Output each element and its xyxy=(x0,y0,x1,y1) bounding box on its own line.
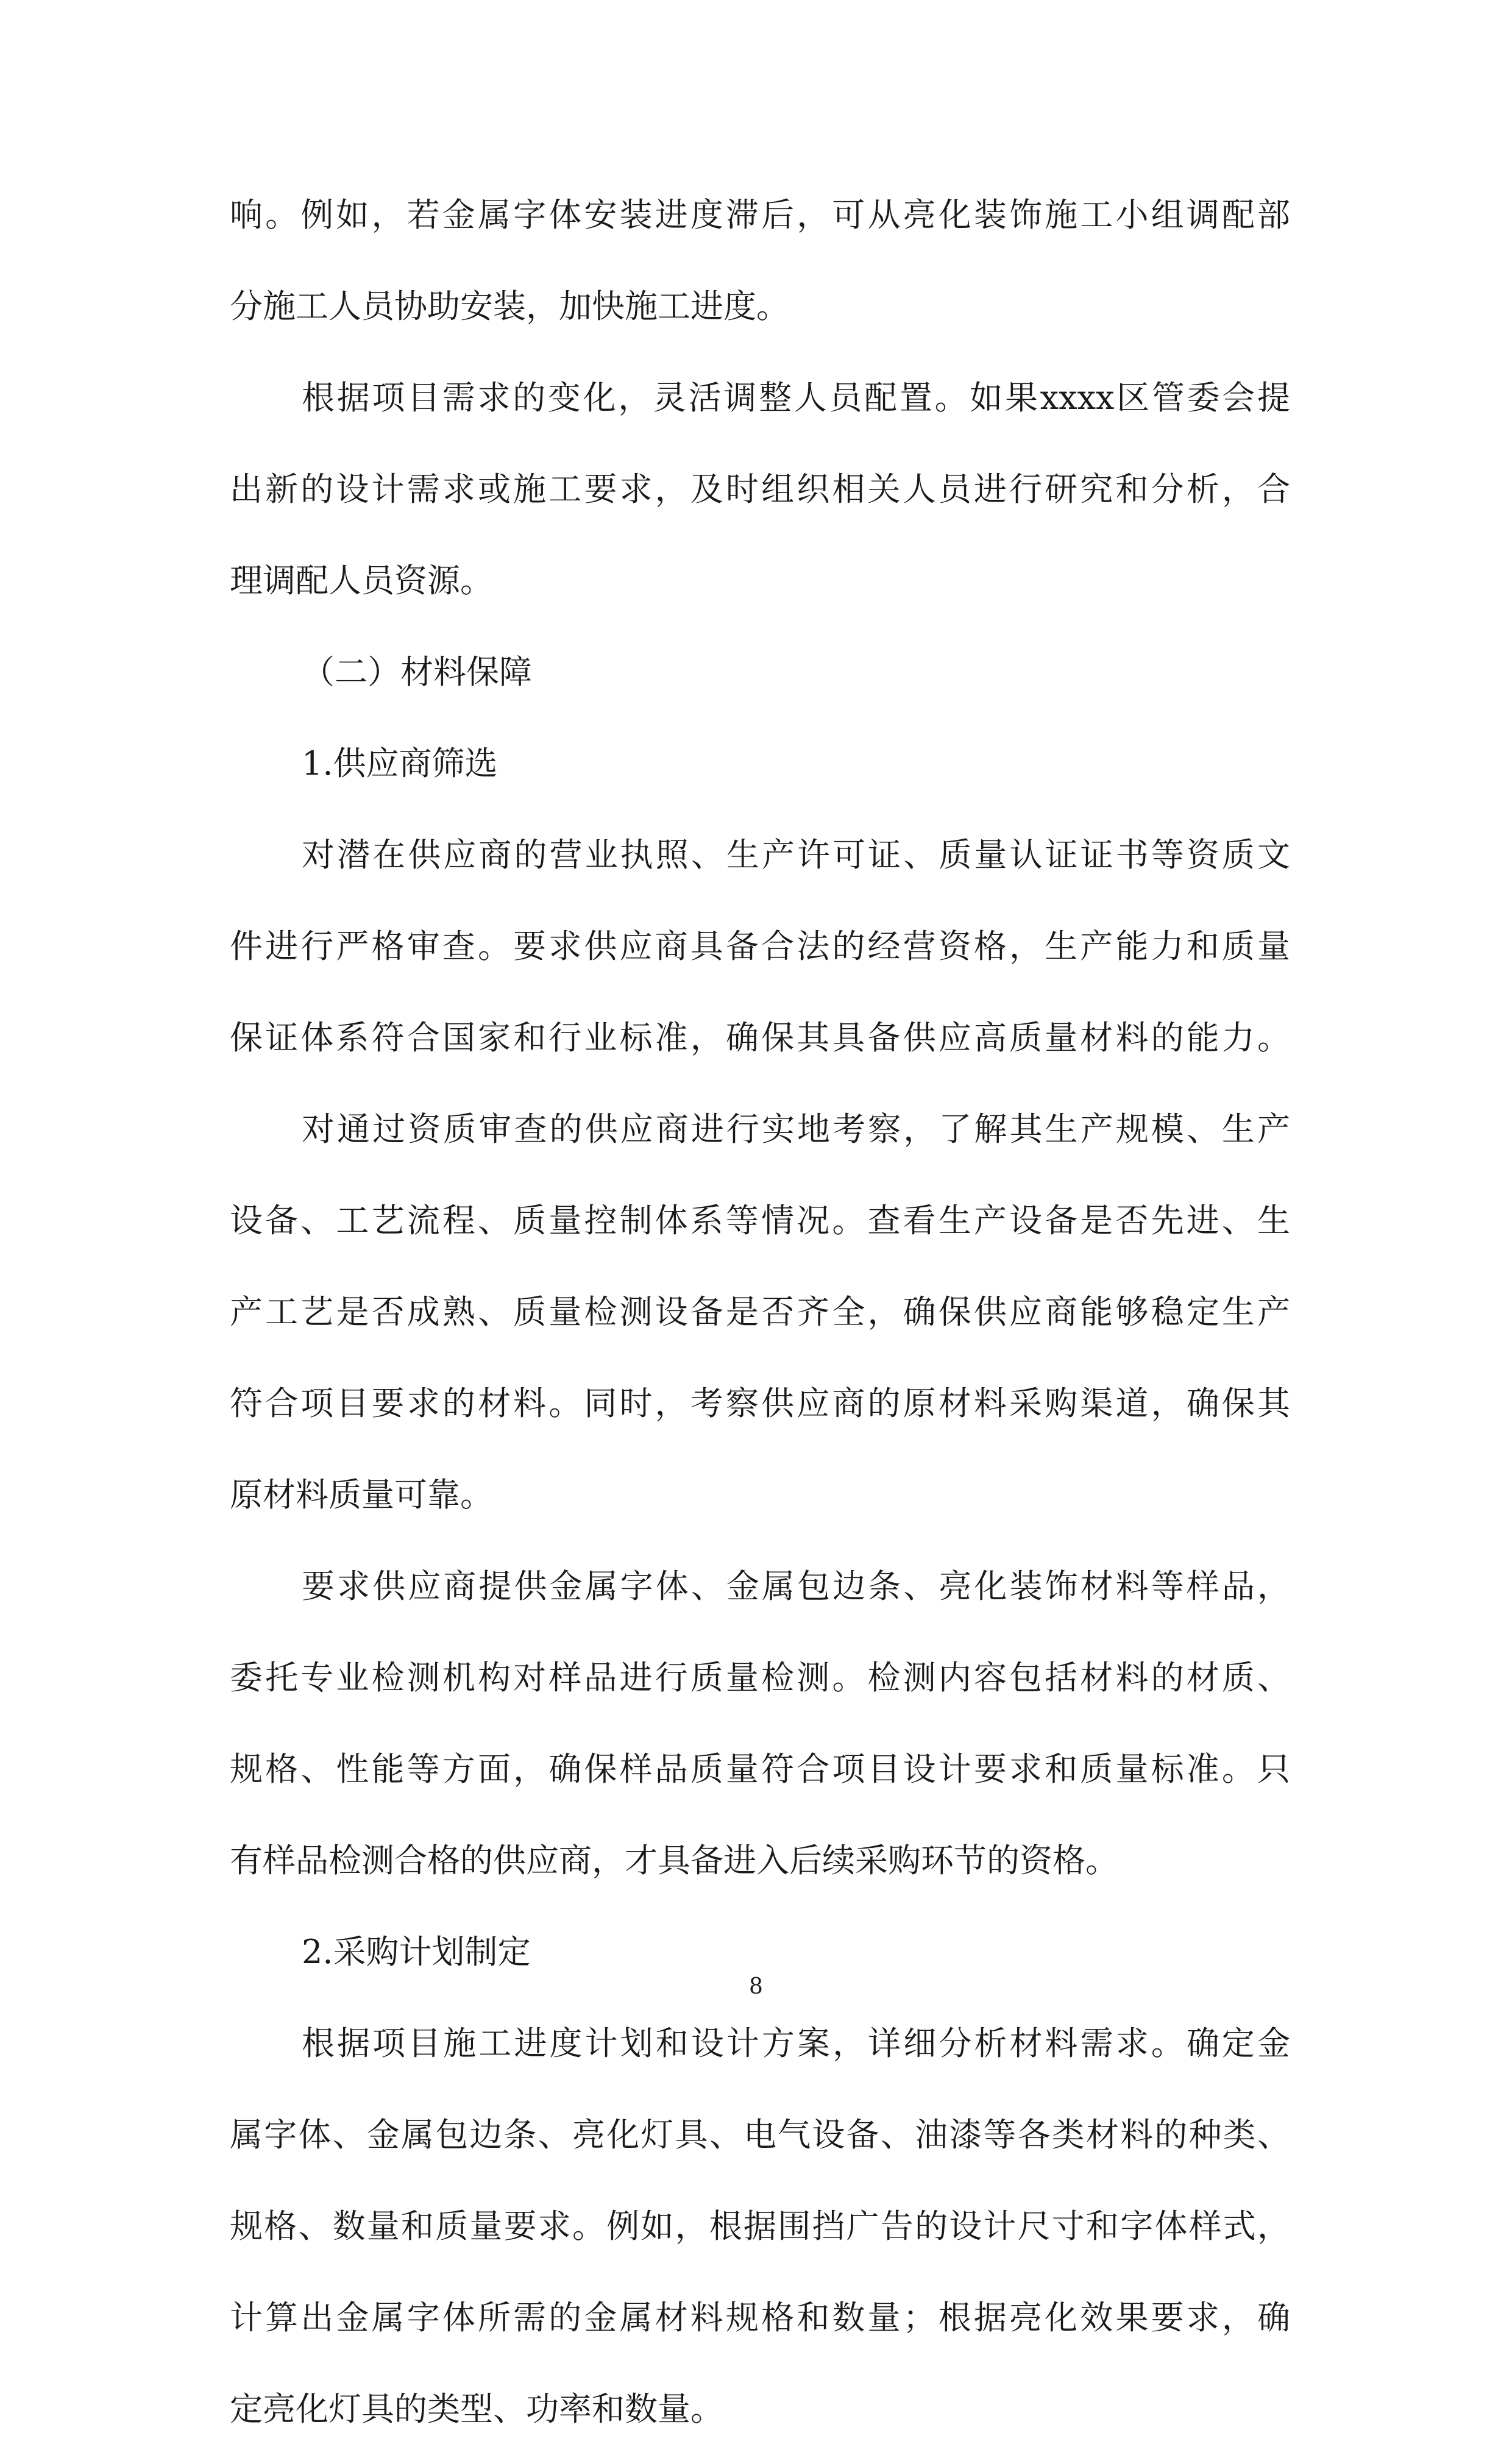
paragraph-line: 有样品检测合格的供应商，才具备进入后续采购环节的资格。 xyxy=(230,1841,1118,1880)
paragraph-line: 符合项目要求的材料。同时，考察供应商的原材料采购渠道，确保其 xyxy=(230,1384,1290,1423)
paragraph-line: 件进行严格审查。要求供应商具备合法的经营资格，生产能力和质量 xyxy=(230,927,1290,965)
subsection-heading: 1.供应商筛选 xyxy=(302,744,498,783)
paragraph-line: 根据项目需求的变化，灵活调整人员配置。如果xxxx区管委会提 xyxy=(302,378,1290,417)
section-heading: （二）材料保障 xyxy=(302,653,532,691)
paragraph-line: 根据项目施工进度计划和设计方案，详细分析材料需求。确定金 xyxy=(302,2024,1290,2062)
paragraph-line: 规格、数量和质量要求。例如，根据围挡广告的设计尺寸和字体样式， xyxy=(230,2207,1290,2245)
paragraph-line: 规格、性能等方面，确保样品质量符合项目设计要求和质量标准。只 xyxy=(230,1750,1290,1788)
paragraph-line: 要求供应商提供金属字体、金属包边条、亮化装饰材料等样品， xyxy=(302,1567,1290,1605)
paragraph-line: 定亮化灯具的类型、功率和数量。 xyxy=(230,2390,723,2428)
page-number: 8 xyxy=(749,1974,763,1999)
paragraph-line: 委托专业检测机构对样品进行质量检测。检测内容包括材料的材质、 xyxy=(230,1658,1290,1697)
paragraph-line: 对通过资质审查的供应商进行实地考察，了解其生产规模、生产 xyxy=(302,1110,1290,1148)
page-body xyxy=(230,169,1290,2455)
paragraph-line: 计算出金属字体所需的金属材料规格和数量；根据亮化效果要求，确 xyxy=(230,2298,1290,2337)
paragraph-line: 出新的设计需求或施工要求，及时组织相关人员进行研究和分析，合 xyxy=(230,470,1290,508)
paragraph-line: 原材料质量可靠。 xyxy=(230,1476,493,1514)
paragraph-line: 保证体系符合国家和行业标准，确保其具备供应高质量材料的能力。 xyxy=(230,1018,1290,1057)
paragraph-line: 属字体、金属包边条、亮化灯具、电气设备、油漆等各类材料的种类、 xyxy=(230,2116,1290,2154)
paragraph-line: 理调配人员资源。 xyxy=(230,561,493,600)
paragraph-line: 对潜在供应商的营业执照、生产许可证、质量认证证书等资质文 xyxy=(302,836,1290,874)
paragraph-line: 设备、工艺流程、质量控制体系等情况。查看生产设备是否先进、生 xyxy=(230,1201,1290,1240)
subsection-heading: 2.采购计划制定 xyxy=(302,1933,531,1971)
paragraph-line: 响。例如，若金属字体安装进度滞后，可从亮化装饰施工小组调配部 xyxy=(230,196,1290,234)
paragraph-line: 产工艺是否成熟、质量检测设备是否齐全，确保供应商能够稳定生产 xyxy=(230,1293,1290,1331)
paragraph-line: 分施工人员协助安装，加快施工进度。 xyxy=(230,287,789,325)
